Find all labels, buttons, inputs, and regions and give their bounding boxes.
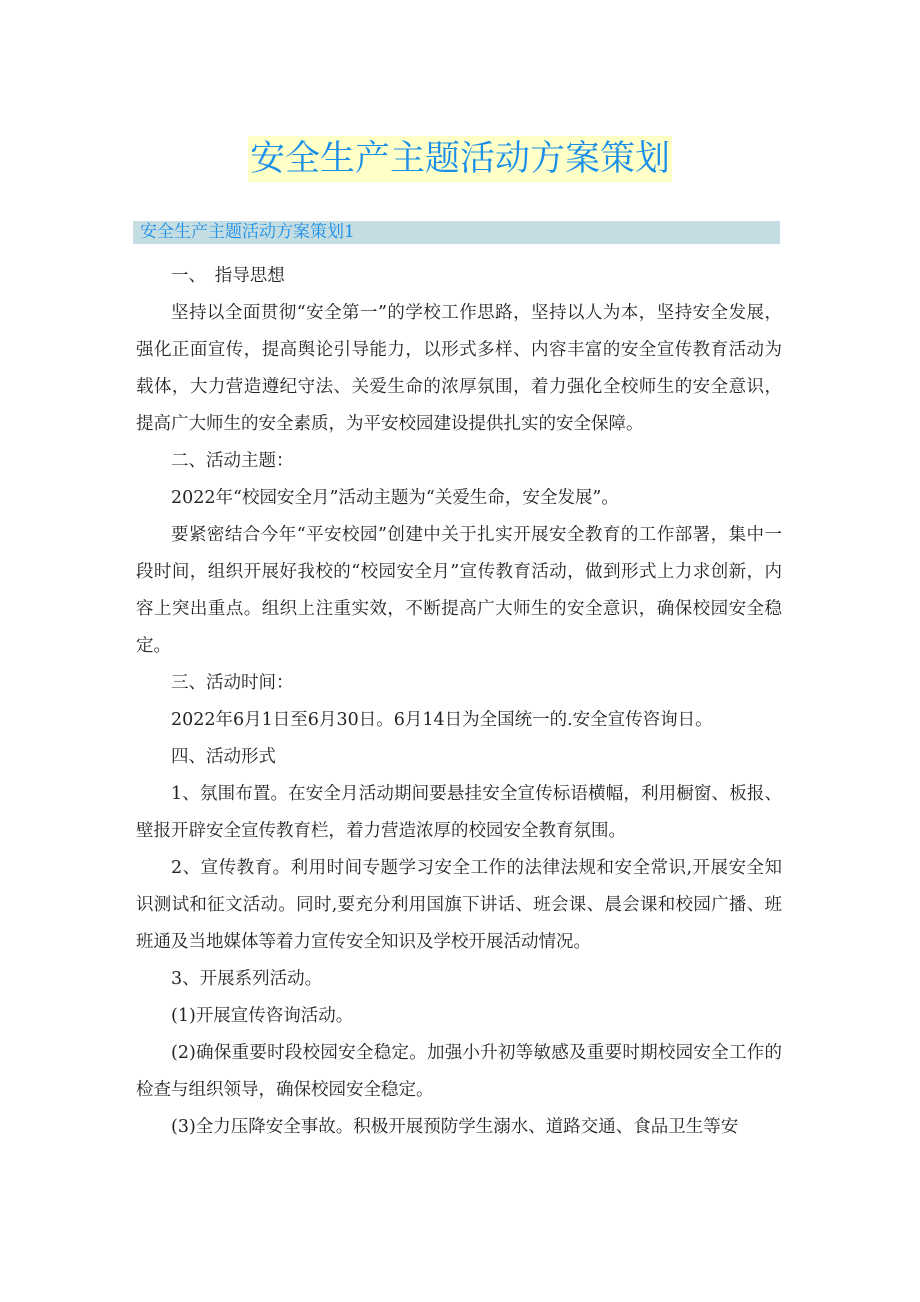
paragraph: 坚持以全面贯彻“安全第一”的学校工作思路，坚持以人为本，坚持安全发展，强化正面宣传，提高舆论引导能力，以形式多样、内容丰富的安全宣传教育活动为载体，大力营造遵纪守法、关爱生命的浓厚氛围，着力强化全校师生的安全意识，提高广大师生的安全素质，为平安校园建设提供扎实的安全保障。	[136, 303, 782, 434]
heading-activity-time: 三、活动时间：	[171, 673, 294, 693]
sub-list-item: (1)开展宣传咨询活动。	[171, 1006, 354, 1026]
sub-list-item: (3)全力压降安全事故。积极开展预防学生溺水、道路交通、食品卫生等安	[171, 1117, 739, 1137]
list-item: 2、宣传教育。利用时间专题学习安全工作的法律法规和安全常识,开展安全知识测试和征文活动。同时,要充分利用国旗下讲话、班会课、晨会课和校园广播、班班通及当地媒体等着力宣传安全知识及学校开展活动情况。	[136, 858, 782, 952]
paragraph: 要紧密结合今年“平安校园”创建中关于扎实开展安全教育的工作部署，集中一段时间，组织开展好我校的“校园安全月”宣传教育活动，做到形式上力求创新，内容上突出重点。组织上注重实效，不断提高广大师生的安全意识，确保校园安全稳定。	[136, 525, 782, 656]
list-item: 3、开展系列活动。	[171, 969, 323, 989]
heading-activity-form: 四、活动形式	[171, 747, 276, 767]
paragraph: 2022年“校园安全月”活动主题为“关爱生命，安全发展”。	[171, 488, 619, 508]
title-container	[0, 136, 920, 182]
section-header: 安全生产主题活动方案策划1	[133, 221, 780, 244]
heading-guiding-ideology: 一、 指导思想	[171, 266, 285, 286]
sub-list-item: (2)确保重要时段校园安全稳定。加强小升初等敏感及重要时期校园安全工作的检查与组织领导，确保校园安全稳定。	[136, 1043, 782, 1100]
list-item: 1、氛围布置。在安全月活动期间要悬挂安全宣传标语横幅，利用橱窗、板报、壁报开辟安全宣传教育栏，着力营造浓厚的校园安全教育氛围。	[136, 784, 782, 841]
heading-activity-theme: 二、活动主题：	[171, 451, 294, 471]
document-body	[136, 258, 782, 1146]
document-title: 安全生产主题活动方案策划	[248, 136, 672, 182]
paragraph: 2022年6月1日至6月30日。6月14日为全国统一的.安全宣传咨询日。	[171, 710, 713, 730]
